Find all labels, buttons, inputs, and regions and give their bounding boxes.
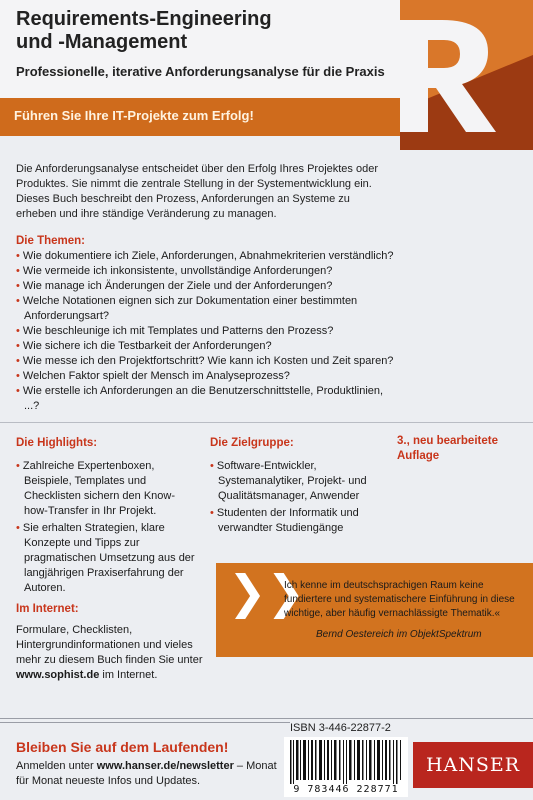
quote-marks-icon: ❯❯ — [228, 565, 306, 619]
list-item: • Wie messe ich den Projektfortschritt? Wie kann ich Kosten und Zeit sparen? — [16, 354, 396, 369]
list-item: • Software-Entwickler, Systemanalytiker, Projekt- und Qualitätsmanager, Anwender — [210, 459, 380, 504]
barcode-icon — [284, 740, 408, 784]
newsletter-heading: Bleiben Sie auf dem Laufenden! — [16, 739, 229, 755]
list-item: • Welchen Faktor spielt der Mensch im Analyseprozess? — [16, 369, 396, 384]
themes-list — [16, 249, 396, 414]
quote-box — [216, 563, 533, 657]
audience-heading: Die Zielgruppe: — [210, 437, 294, 449]
newsletter-link[interactable]: www.hanser.de/newsletter — [96, 760, 234, 772]
internet-text-before: Formulare, Checklisten, Hintergrundinformationen und vieles mehr zu diesem Buch finden Sie unter — [16, 624, 203, 666]
list-item: • Wie manage ich Änderungen der Ziele und der Anforderungen? — [16, 279, 396, 294]
newsletter-text-after: – Monat für Monat neueste Infos und Updates. — [16, 760, 277, 787]
list-item: • Wie sichere ich die Testbarkeit der Anforderungen? — [16, 339, 396, 354]
bottom-rule — [0, 718, 533, 719]
list-item: • Wie dokumentiere ich Ziele, Anforderungen, Abnahmekriterien verständlich? — [16, 249, 396, 264]
audience-list — [210, 459, 380, 538]
title-line-1: Requirements-Engineering — [16, 8, 272, 30]
quote-text: Ich kenne im deutschsprachigen Raum keine fundiertere und systematischere Einführung in diese wichtige, aber häufig vernachlässigte Thematik.« — [284, 580, 515, 619]
sophist-link[interactable]: www.sophist.de — [16, 669, 100, 681]
cover-logo — [400, 0, 533, 150]
publisher-logo: HANSER — [413, 742, 533, 788]
intro-paragraph: Die Anforderungsanalyse entscheidet über den Erfolg Ihres Projektes oder Produktes. Sie nimmt die zentrale Stellung in der Systementwicklung ein. Dieses Buch beschreibt den Prozess, Anforderungen an Systeme zu erheben und ihre ständige Veränderung zu managen. — [16, 163, 378, 220]
list-item: • Wie vermeide ich inkonsistente, unvollständige Anforderungen? — [16, 264, 396, 279]
list-item: • Zahlreiche Expertenboxen, Beispiele, Templates und Checklisten sichern den Know-how-Transfer in Ihr Projekt. — [16, 459, 196, 519]
internet-text — [16, 623, 206, 683]
internet-heading: Im Internet: — [16, 603, 79, 615]
banner-text: Führen Sie Ihre IT-Projekte zum Erfolg! — [14, 108, 254, 123]
r-logo-icon — [400, 0, 533, 150]
list-item: • Welche Notationen eignen sich zur Dokumentation einer bestimmten Anforderungsart? — [16, 294, 396, 324]
isbn: ISBN 3-446-22877-2 — [290, 722, 391, 734]
list-item: • Wie erstelle ich Anforderungen an die Benutzerschnittstelle, Produktlinien, ...? — [16, 384, 396, 414]
list-item: • Studenten der Informatik und verwandter Studiengänge — [210, 506, 380, 536]
barcode-number: 9 783446 228771 — [293, 784, 399, 795]
bottom-rule-short — [0, 722, 290, 723]
list-item: • Sie erhalten Strategien, klare Konzepte und Tipps zur pragmatischen Umsetzung aus der langjährigen Praxiserfahrung der Autoren. — [16, 521, 196, 596]
edition-label: 3., neu bearbeitete Auflage — [397, 435, 498, 462]
title-line-2: und -Management — [16, 31, 188, 53]
newsletter-text-before: Anmelden unter — [16, 760, 97, 772]
themes-heading: Die Themen: — [16, 235, 86, 247]
highlights-heading: Die Highlights: — [16, 437, 98, 449]
book-subtitle: Professionelle, iterative Anforderungsanalyse für die Praxis — [16, 64, 385, 79]
book-title — [16, 8, 272, 54]
quote-author: Bernd Oestereich im ObjektSpektrum — [316, 629, 482, 640]
list-item: • Wie beschleunige ich mit Templates und Patterns den Prozess? — [16, 324, 396, 339]
highlights-list — [16, 459, 196, 598]
internet-text-after: im Internet. — [99, 669, 158, 681]
banner — [0, 98, 400, 136]
barcode — [284, 737, 408, 797]
newsletter-text — [16, 759, 286, 789]
section-divider — [0, 422, 533, 423]
